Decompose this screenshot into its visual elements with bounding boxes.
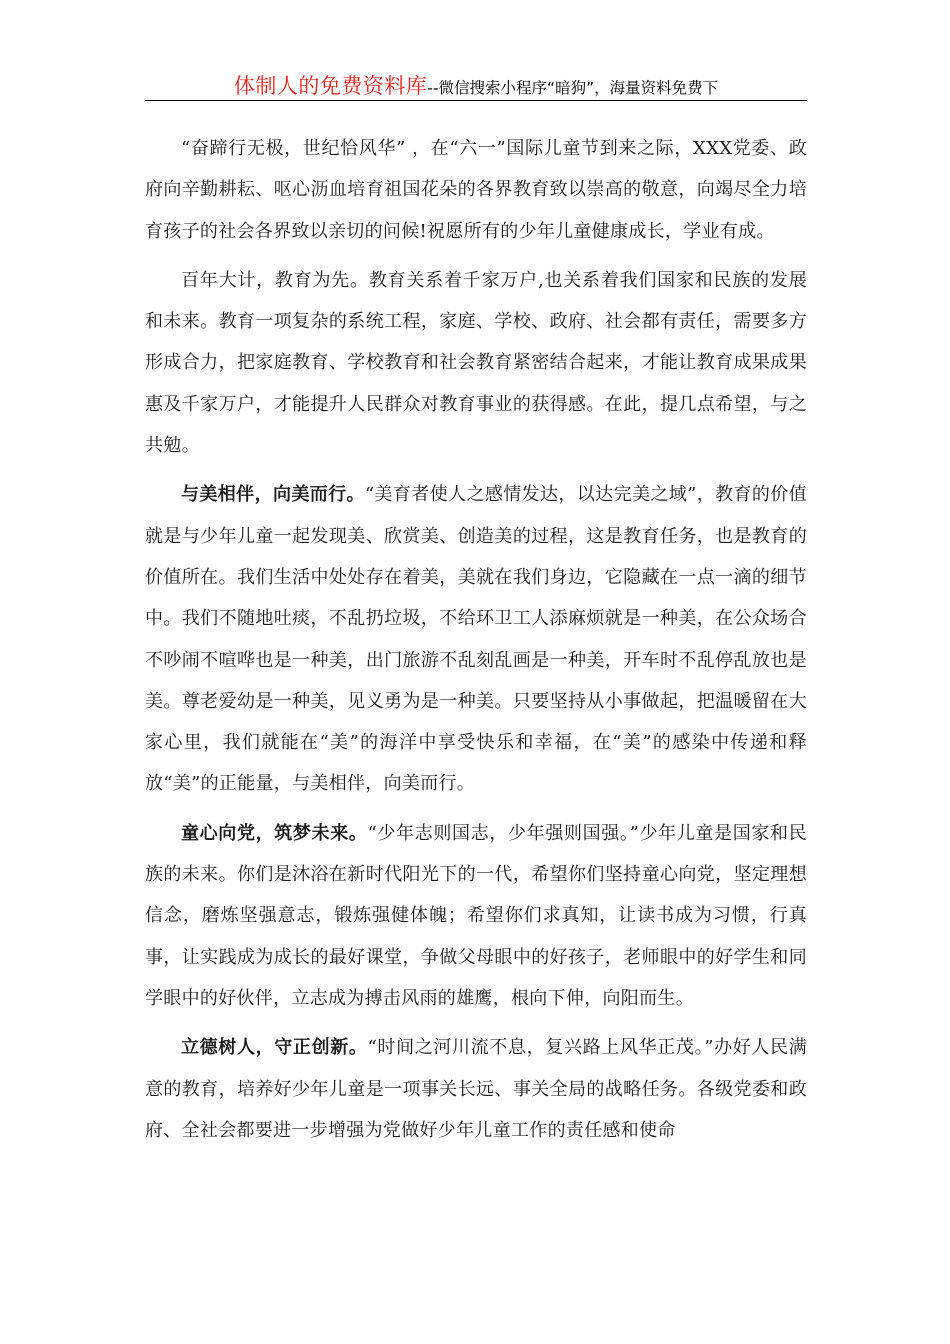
paragraph-lead: 与美相伴，向美而行。: [181, 484, 365, 506]
paragraph-5: [145, 1027, 807, 1151]
paragraph-lead: 立德树人，守正创新。: [181, 1037, 368, 1059]
paragraph-text: “少年志则国志，少年强则国强。”少年儿童是国家和民族的未来。你们是沐浴在新时代阳光下的一代，希望你们坚持童心向党，坚定理想信念，磨炼坚强意志，锻炼强健体魄；希望你们求真知，让读书成为习惯，行真事，让实践成为成长的最好课堂，争做父母眼中的好孩子，老师眼中的好学生和同学眼中的好伙伴，立志成为搏击风雨的雄鹰，根向下伸，向阳而生。: [145, 822, 808, 1009]
paragraph-lead: 童心向党，筑梦未来。: [181, 822, 368, 844]
paragraph-text: “奋蹄行无极，世纪恰风华” ，在“六一”国际儿童节到来之际，XXX党委、政府向辛勤耕耘、呕心沥血培育祖国花朵的各界教育致以崇高的敬意，向竭尽全力培育孩子的社会各界致以亲切的问候!祝愿所有的少年儿童健康成长，学业有成。: [145, 138, 807, 242]
paragraph-4: [145, 813, 807, 1019]
paragraph-2: [145, 260, 807, 466]
paragraph-3: [145, 474, 807, 804]
document-body: [145, 128, 807, 1159]
page-header: [145, 70, 807, 101]
paragraph-text: “美育者使人之感情发达，以达完美之域”，教育的价值就是与少年儿童一起发现美、欣赏美、创造美的过程，这是教育任务，也是教育的价值所在。我们生活中处处存在着美，美就在我们身边，它隐藏在一点一滴的细节中。我们不随地吐痰，不乱扔垃圾，不给环卫工人添麻烦就是一种美，在公众场合不吵闹不喧哗也是一种美，出门旅游不乱刻乱画是一种美，开车时不乱停乱放也是美。尊老爱幼是一种美，见义勇为是一种美。只要坚持从小事做起，把温暖留在大家心里，我们就能在“美”的海洋中享受快乐和幸福，在“美”的感染中传递和释放“美”的正能量，与美相伴，向美而行。: [145, 484, 808, 795]
paragraph-text: “时间之河川流不息，复兴路上风华正茂。”办好人民满意的教育，培养好少年儿童是一项事关长远、事关全局的战略任务。各级党委和政府、全社会都要进一步增强为党做好少年儿童工作的责任感和使命: [145, 1037, 808, 1141]
paragraph-1: [145, 128, 807, 252]
paragraph-text: 百年大计，教育为先。教育关系着千家万户,也关系着我们国家和民族的发展和未来。教育一项复杂的系统工程，家庭、学校、政府、社会都有责任，需要多方形成合力，把家庭教育、学校教育和社会教育紧密结合起来，才能让教育成果成果惠及千家万户，才能提升人民群众对教育事业的获得感。在此，提几点希望，与之共勉。: [145, 269, 807, 457]
header-subtitle: --微信搜索小程序“暗狗”，海量资料免费下: [427, 79, 719, 97]
header-brand: 体制人的免费资料库: [233, 74, 428, 98]
